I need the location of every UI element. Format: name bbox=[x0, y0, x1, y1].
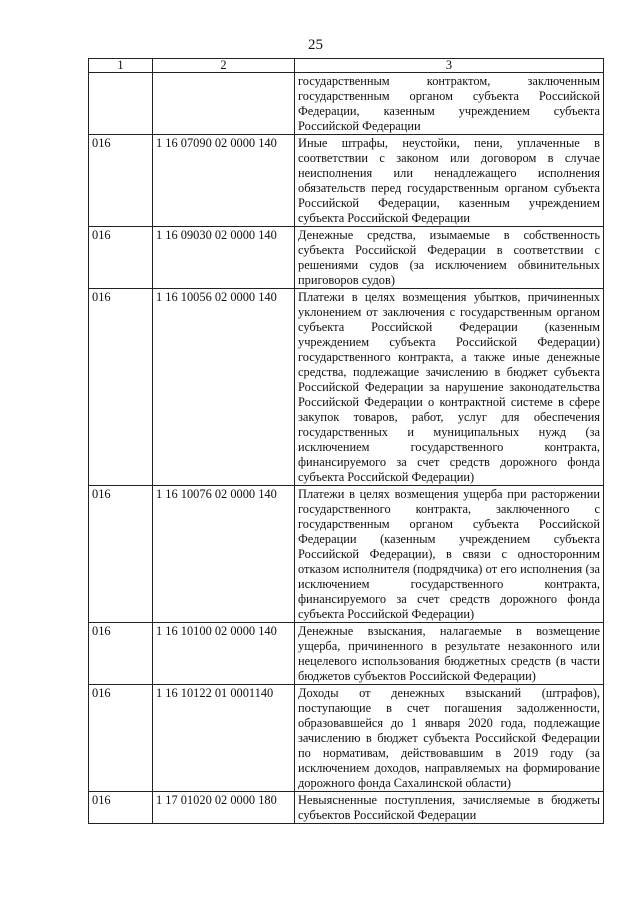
description-cell: Платежи в целях возмещения убытков, причиненных уклонением от заключения с государственным органом субъекта Российской Федерации (казенным учреждением субъекта Российской Федерации) государственного контракта, а также иные денежные средства, подлежащие зачислению в бюджет субъекта Российской Федерации за нарушение законодательства Российской Федерации о контрактной системе в сфере закупок товаров, работ, услуг для обеспечения государственных и муниципальных нужд (за исключением государственного контракта, финансируемого за счет средств дорожного фонда субъекта Российской Федерации) bbox=[295, 289, 604, 486]
table-row bbox=[89, 289, 604, 486]
budget-code-cell: 1 16 10056 02 0000 140 bbox=[153, 289, 295, 486]
description-cell: Платежи в целях возмещения ущерба при расторжении государственного контракта, заключенного с государственным органом субъекта Российской Федерации (казенным учреждением субъекта Российской Федерации), в связи с односторонним отказом исполнителя (подрядчика) от его исполнения (за исключением государственного контракта, финансируемого за счет средств дорожного фонда субъекта Российской Федерации) bbox=[295, 486, 604, 623]
admin-code-cell: 016 bbox=[89, 486, 153, 623]
budget-code-cell: 1 16 09030 02 0000 140 bbox=[153, 227, 295, 289]
description-cell: Доходы от денежных взысканий (штрафов), поступающие в счет погашения задолженности, образовавшейся до 1 января 2020 года, подлежащие зачислению в бюджет субъекта Российской Федерации по нормативам, действовавшим в 2019 году (за исключением доходов, направляемых на формирование дорожного фонда Сахалинской области) bbox=[295, 685, 604, 792]
description-cell: Денежные средства, изымаемые в собственность субъекта Российской Федерации в соответствии с решениями судов (за исключением обвинительных приговоров судов) bbox=[295, 227, 604, 289]
description-cell: Невыясненные поступления, зачисляемые в бюджеты субъектов Российской Федерации bbox=[295, 792, 604, 824]
budget-code-cell: 1 16 10122 01 0001140 bbox=[153, 685, 295, 792]
admin-code-cell: 016 bbox=[89, 289, 153, 486]
budget-code-cell: 1 16 10100 02 0000 140 bbox=[153, 623, 295, 685]
table-header-row bbox=[89, 59, 604, 73]
admin-code-cell: 016 bbox=[89, 685, 153, 792]
budget-code-cell: 1 16 10076 02 0000 140 bbox=[153, 486, 295, 623]
admin-code-cell: 016 bbox=[89, 623, 153, 685]
admin-code-cell bbox=[89, 73, 153, 135]
column-header-1: 1 bbox=[89, 59, 153, 73]
table-row bbox=[89, 227, 604, 289]
table-row bbox=[89, 135, 604, 227]
description-cell: государственным контрактом, заключенным государственным органом субъекта Российской Федерации, казенным учреждением субъекта Российской Федерации bbox=[295, 73, 604, 135]
budget-code-cell: 1 17 01020 02 0000 180 bbox=[153, 792, 295, 824]
table-row bbox=[89, 623, 604, 685]
description-cell: Денежные взыскания, налагаемые в возмещение ущерба, причиненного в результате незаконного или нецелевого использования бюджетных средств (в части бюджетов субъектов Российской Федерации) bbox=[295, 623, 604, 685]
revenue-codes-table bbox=[88, 58, 604, 824]
column-header-3: 3 bbox=[295, 59, 604, 73]
table-row bbox=[89, 685, 604, 792]
budget-code-cell bbox=[153, 73, 295, 135]
description-cell: Иные штрафы, неустойки, пени, уплаченные в соответствии с законом или договором в случае неисполнения или ненадлежащего исполнения обязательств перед государственным органом субъекта Российской Федерации, казенным учреждением субъекта Российской Федерации bbox=[295, 135, 604, 227]
table-row bbox=[89, 792, 604, 824]
column-header-2: 2 bbox=[153, 59, 295, 73]
table-row bbox=[89, 73, 604, 135]
admin-code-cell: 016 bbox=[89, 135, 153, 227]
table-row bbox=[89, 486, 604, 623]
admin-code-cell: 016 bbox=[89, 227, 153, 289]
budget-code-cell: 1 16 07090 02 0000 140 bbox=[153, 135, 295, 227]
admin-code-cell: 016 bbox=[89, 792, 153, 824]
page-number: 25 bbox=[308, 37, 323, 53]
